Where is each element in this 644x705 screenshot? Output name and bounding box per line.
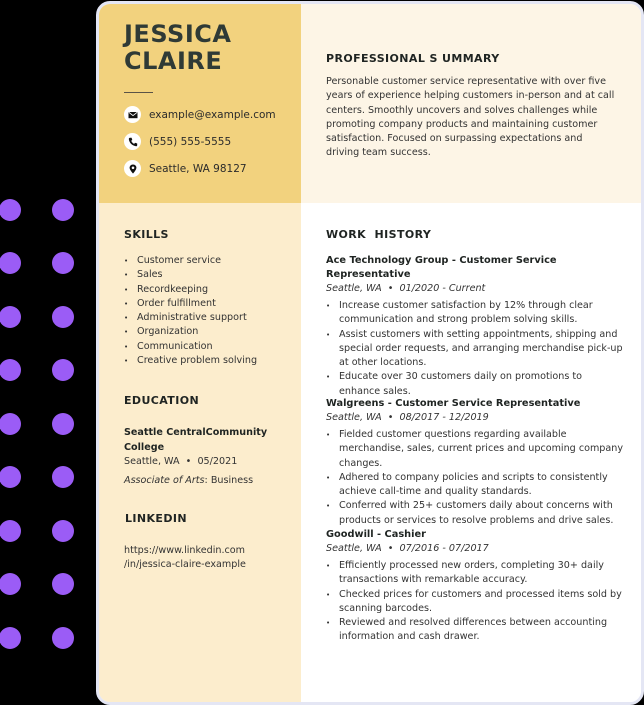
first-name: JESSICA [124, 20, 232, 48]
skill-item: • Customer service [124, 254, 294, 268]
job-title: Goodwill - Cashier [326, 529, 426, 540]
decorative-dot-grid [0, 0, 100, 704]
location-text: Seattle, WA 98127 [149, 162, 247, 175]
dot [52, 359, 74, 381]
skill-item: • Sales [124, 268, 294, 282]
dot [0, 627, 21, 649]
job-meta: Seattle, WA • 07/2016 - 07/2017 [326, 543, 489, 554]
job-bullets [326, 559, 626, 645]
skills-list [124, 254, 294, 368]
candidate-name [124, 21, 231, 75]
job-entry [326, 528, 626, 645]
linkedin-url[interactable] [124, 544, 299, 573]
phone-icon [124, 133, 141, 150]
job-title: Ace Technology Group - Customer Service Representative [326, 255, 557, 280]
job-bullet: • Assist customers with setting appointments, shipping and special order requests, and arranging merchandise pick-up at other locations. [326, 328, 626, 371]
dot [52, 413, 74, 435]
contact-email [124, 106, 276, 123]
job-entry [326, 254, 626, 399]
school-name-line2: College [124, 441, 165, 453]
job-meta: Seattle, WA • 01/2020 - Current [326, 283, 486, 294]
skill-item: • Administrative support [124, 311, 294, 325]
job-meta: Seattle, WA • 08/2017 - 12/2019 [326, 412, 489, 423]
dot [0, 359, 21, 381]
skill-item: • Organization [124, 325, 294, 339]
degree-name: Associate of Arts [124, 474, 205, 486]
education-heading: EDUCATION [124, 394, 200, 407]
resume-card [96, 1, 644, 705]
email-text: example@example.com [149, 108, 276, 121]
job-title: Walgreens - Customer Service Representative [326, 398, 581, 409]
job-bullet: • Efficiently processed new orders, completing 30+ daily transactions with remarkable accuracy. [326, 559, 626, 588]
summary-heading: PROFESSIONAL S UMMARY [326, 52, 500, 65]
last-name: CLAIRE [124, 47, 223, 75]
skill-item: • Creative problem solving [124, 354, 294, 368]
linkedin-heading: LINKEDIN [125, 512, 187, 525]
location-pin-icon [124, 160, 141, 177]
name-divider [124, 92, 153, 93]
dot [0, 573, 21, 595]
dot [52, 573, 74, 595]
contact-phone [124, 133, 231, 150]
education-location-date: Seattle, WA • 05/2021 [124, 456, 238, 467]
dot [52, 520, 74, 542]
linkedin-url-line1[interactable]: https://www.linkedin.com [124, 545, 245, 556]
contact-location [124, 160, 247, 177]
summary-text: Personable customer service representative with over five years of experience helping customers in-person and at call centers. Smoothly uncovers and solves challenges while promoting company products and maintaining customer satisfaction. Focused on surpassing expectations and driving team success. [326, 76, 615, 159]
dot [52, 252, 74, 274]
skill-item: • Recordkeeping [124, 283, 294, 297]
phone-text: (555) 555-5555 [149, 135, 232, 148]
dot [0, 199, 21, 221]
degree-field: : Business [204, 474, 254, 486]
dot [52, 627, 74, 649]
education-entry [124, 426, 294, 488]
dot [52, 199, 74, 221]
job-bullets [326, 428, 626, 528]
job-bullet: • Adhered to company policies and scripts to consistently achieve call-time and quality standards. [326, 471, 626, 500]
skills-heading: SKILLS [124, 228, 169, 241]
job-bullets [326, 299, 626, 399]
dot [52, 466, 74, 488]
job-bullet: • Reviewed and resolved differences between accounting information and cash drawer. [326, 616, 626, 645]
job-bullet: • Checked prices for customers and processed items sold by scanning barcodes. [326, 588, 626, 617]
dot [0, 466, 21, 488]
job-bullet: • Educate over 30 customers daily on promotions to enhance sales. [326, 370, 626, 399]
linkedin-url-line2[interactable]: /in/jessica-claire-example [124, 559, 246, 571]
job-entry [326, 397, 626, 528]
dot [0, 413, 21, 435]
dot [0, 252, 21, 274]
email-icon [124, 106, 141, 123]
work-history-heading: WORK HISTORY [326, 228, 432, 241]
skill-item: • Order fulfillment [124, 297, 294, 311]
job-bullet: • Fielded customer questions regarding available merchandise, sales, current prices and upcoming company changes. [326, 428, 626, 471]
dot [0, 520, 21, 542]
job-bullet: • Increase customer satisfaction by 12% through clear communication and strong problem solving skills. [326, 299, 626, 328]
job-bullet: • Conferred with 25+ customers daily about concerns with products or services to resolve problems and drive sales. [326, 499, 626, 528]
skill-item: • Communication [124, 340, 294, 354]
education-degree [124, 474, 294, 489]
dot [0, 306, 21, 328]
dot [52, 306, 74, 328]
school-name-line1: Seattle CentralCommunity [124, 427, 268, 438]
